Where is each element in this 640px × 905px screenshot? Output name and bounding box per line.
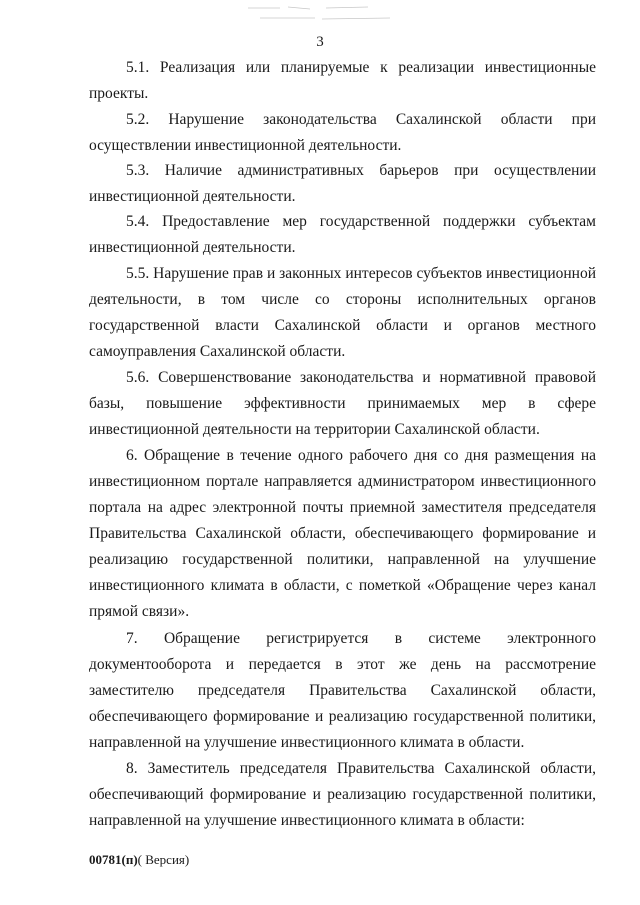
paragraph-5-2: 5.2. Нарушение законодательства Сахалинской области при осуществлении инвестиционной деятельности. xyxy=(89,111,596,154)
paragraph-5-4: 5.4. Предоставление мер государственной поддержки субъектам инвестиционной деятельности. xyxy=(89,213,596,256)
paragraph-8: 8. Заместитель председателя Правительства Сахалинской области, обеспечивающий формирование и реализацию государственной политики, направленной на улучшение инвестиционного климата в области: xyxy=(89,760,596,829)
paragraph-5-5: 5.5. Нарушение прав и законных интересов субъектов инвестиционной деятельности, в том числе со стороны исполнительных органов государственной власти Сахалинской области и органов местного самоуправления Сахалинской области. xyxy=(89,265,596,360)
footer-code: 00781(п) xyxy=(89,852,138,867)
footer-version: ( Версия) xyxy=(137,852,190,867)
paragraph-5-6: 5.6. Совершенствование законодательства и нормативной правовой базы, повышение эффективности принимаемых мер в сфере инвестиционной деятельности на территории Сахалинской области. xyxy=(89,369,596,438)
paragraph-6: 6. Обращение в течение одного рабочего дня со дня размещения на инвестиционном портале направляется администратором инвестиционного портала на адрес электронной почты приемной заместителя председателя Правительства Сахалинской области, обеспечивающего формирование и реализацию государственной политики, направленной на улучшение инвестиционного климата в области, с пометкой «Обращение через канал прямой связи». xyxy=(89,447,596,620)
paragraph-7: 7. Обращение регистрируется в системе электронного документооборота и передается в этот же день на рассмотрение заместителю председателя Правительства Сахалинской области, обеспечивающего формирование и реализацию государственной политики, направленной на улучшение инвестиционного климата в области. xyxy=(89,630,596,751)
paragraph-5-1: 5.1. Реализация или планируемые к реализации инвестиционные проекты. xyxy=(89,59,596,102)
scan-artifact xyxy=(240,2,405,24)
document-footer-code xyxy=(89,852,189,868)
paragraph-5-3: 5.3. Наличие административных барьеров при осуществлении инвестиционной деятельности. xyxy=(89,162,596,205)
page-number: 3 xyxy=(316,34,324,50)
